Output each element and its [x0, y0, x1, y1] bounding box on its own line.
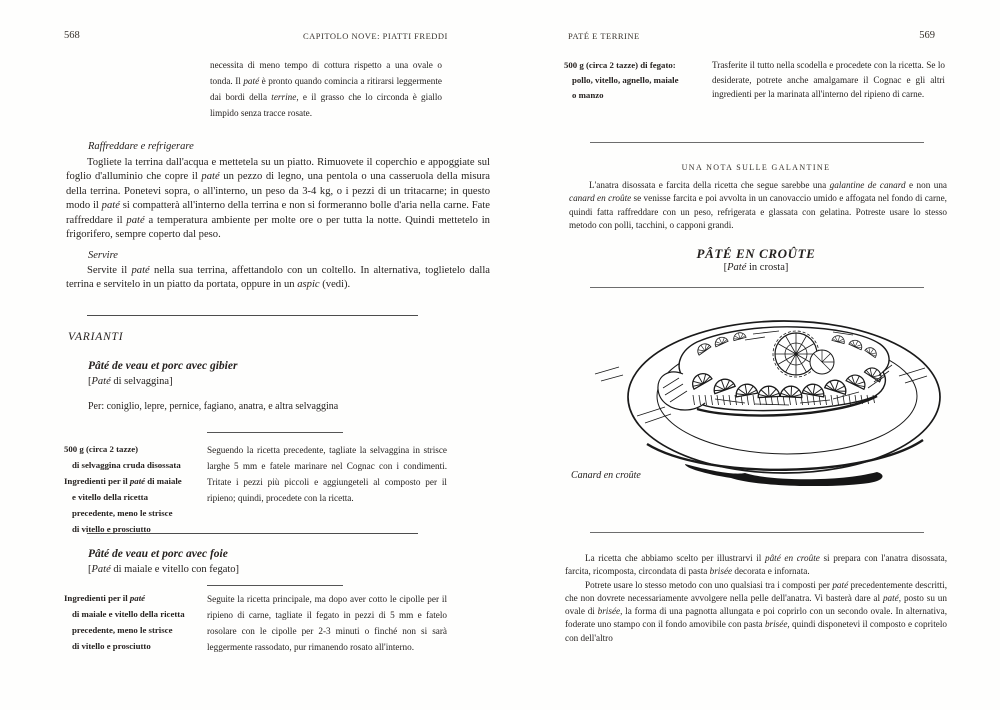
serving-paragraph: Servite il paté nella sua terrina, affettandolo con un coltello. In alternativa, toglietelo dalla terrina e servitelo in un piatto da portata, oppure in un aspic (vedi). [66, 265, 490, 291]
liver-recipe-instructions: Trasferite il tutto nella scodella e procedete con la ricetta. Se lo desiderate, potrete anche amalgamare il Cognac e gli altri ingredienti per la marinata all'interno del ripieno di carne. [712, 60, 945, 100]
cooling-heading: Raffreddare e refrigerare [88, 141, 194, 152]
ingredient-line: di maiale e vitello della ricetta [72, 609, 185, 620]
ingredient-line: di selvaggina cruda disossata [72, 460, 181, 471]
divider [87, 315, 418, 316]
variant-gibier-title: Pâté de veau et porc avec gibier [88, 360, 238, 372]
galantine-note-heading: UNA NOTA SULLE GALANTINE [681, 163, 831, 172]
variant-foie-subtitle: [Paté di maiale e vitello con fegato] [88, 564, 240, 575]
ingredient-line: di vitello e prosciutto [72, 524, 151, 535]
right-running-header: PATÉ E TERRINE [568, 31, 640, 41]
cooling-paragraph: Togliete la terrina dall'acqua e mettetela su un piatto. Rimuovete il coperchio e appoggiate sul foglio d'alluminio che copre il paté un pezzo di legno, una pentola o una casseruola della misura della terrina. Ponetevi sopra, o all'interno, un peso da 3-4 kg, o i pezzi di un tritacarne; in questo modo il paté si compatterà all'interno della terrina e non si formeranno bolle d'aria nella carne. Fate raffreddare il paté a temperatura ambiente per molte ore o per tutta la notte. Quindi mettetelo in frigorifero, sempre coperto dal peso. [66, 157, 490, 241]
ingredient-line: e vitello della ricetta [72, 492, 148, 503]
pate-en-croute-paragraph-1: La ricetta che abbiamo scelto per illustrarvi il pâté en croûte si prepara con l'anatra disossata, farcita, ricomposta, circondata di pasta brisée decorata e infornata. [565, 553, 947, 577]
right-page-number: 569 [919, 30, 935, 41]
divider [590, 287, 924, 288]
pate-en-croute-text [565, 552, 947, 645]
serving-heading: Servire [88, 250, 118, 261]
variant-gibier-instructions: Seguendo la ricetta precedente, tagliate la selvaggina in strisce larghe 5 mm e fatele marinare nel Cognac con i condimenti. Tritate i pezzi più piccoli e aggiungeteli al composto per il ripieno; quindi, procedete con la ricetta. [207, 445, 447, 503]
divider [87, 533, 418, 534]
ingredient-line: 500 g (circa 2 tazze) di fegato: [564, 60, 676, 70]
variants-heading: VARIANTI [68, 331, 124, 343]
continuation-paragraph: necessita di meno tempo di cottura rispetto a una ovale o tonda. Il paté è pronto quando comincia a ritirarsi leggermente dai bordi della terrine, e il grasso che lo circonda è giallo limpido senza tracce rosate. [210, 60, 442, 118]
liver-recipe-ingredients [564, 58, 679, 103]
variant-foie-ingredients [64, 590, 185, 654]
pate-en-croute-subtitle: [Paté in crosta] [723, 262, 789, 273]
galantine-note-body: L'anatra disossata e farcita della ricetta che segue sarebbe una galantine de canard e non una canard en croûte se venisse farcita e poi avvolta in un canovaccio umido e affogata nel fondo di carne, quindi fatta raffreddare con un peso, refrigerata e glassata con gelatina. Potreste usare lo stesso metodo con polli, tacchini, o capponi grandi. [569, 180, 948, 230]
ingredient-line: Ingredienti per il paté di maiale [64, 476, 182, 487]
ingredient-line: precedente, meno le strisce [72, 508, 173, 519]
variant-foie-title: Pâté de veau et porc avec foie [88, 548, 228, 560]
ingredient-line: precedente, meno le strisce [72, 625, 173, 636]
variant-gibier-note: Per: coniglio, lepre, pernice, fagiano, anatra, e altra selvaggina [88, 401, 339, 412]
divider-short [207, 432, 343, 433]
pate-en-croute-title: PÂTÉ EN CROÛTE [696, 246, 816, 261]
ingredient-line: Ingredienti per il paté [64, 593, 146, 603]
divider [590, 142, 924, 143]
variant-foie-instructions: Seguite la ricetta principale, ma dopo aver cotto le cipolle per il ripieno di carne, tagliate il fegato in pezzi di 5 mm e fatelo rosolare con le cipolle per 2-3 minuti o finché non si sarà leggermente rassodato, pur rimanendo rosato all'interno. [207, 594, 447, 652]
divider [590, 532, 924, 533]
ingredient-line: o manzo [572, 90, 604, 100]
variant-gibier-subtitle: [Paté di selvaggina] [88, 376, 173, 387]
variant-gibier-ingredients [64, 441, 182, 538]
pate-en-croute-paragraph-2: Potrete usare lo stesso metodo con uno qualsiasi tra i composti per paté precedentemente descritti, che non dovrete necessariamente avvolgere nella pelle dell'anatra. Vi basterà dare al paté, posto su un ovale di brisée, la forma di una pagnotta allungata e poi coprirlo con un secondo ovale. In alternativa, foderate uno stampo con il fondo amovibile con pasta brisée, quindi disponetevi il composto e copritelo con dell'altro [565, 579, 948, 643]
canard-en-croute-illustration [585, 296, 955, 486]
left-running-header: CAPITOLO NOVE: PIATTI FREDDI [303, 31, 448, 41]
left-page-number: 568 [64, 30, 80, 41]
ingredient-line: pollo, vitello, agnello, maiale [572, 75, 679, 85]
illustration-caption: Canard en croûte [571, 470, 641, 481]
ingredient-line: 500 g (circa 2 tazze) [64, 444, 139, 454]
ingredient-line: di vitello e prosciutto [72, 641, 151, 652]
divider-short [207, 585, 343, 586]
